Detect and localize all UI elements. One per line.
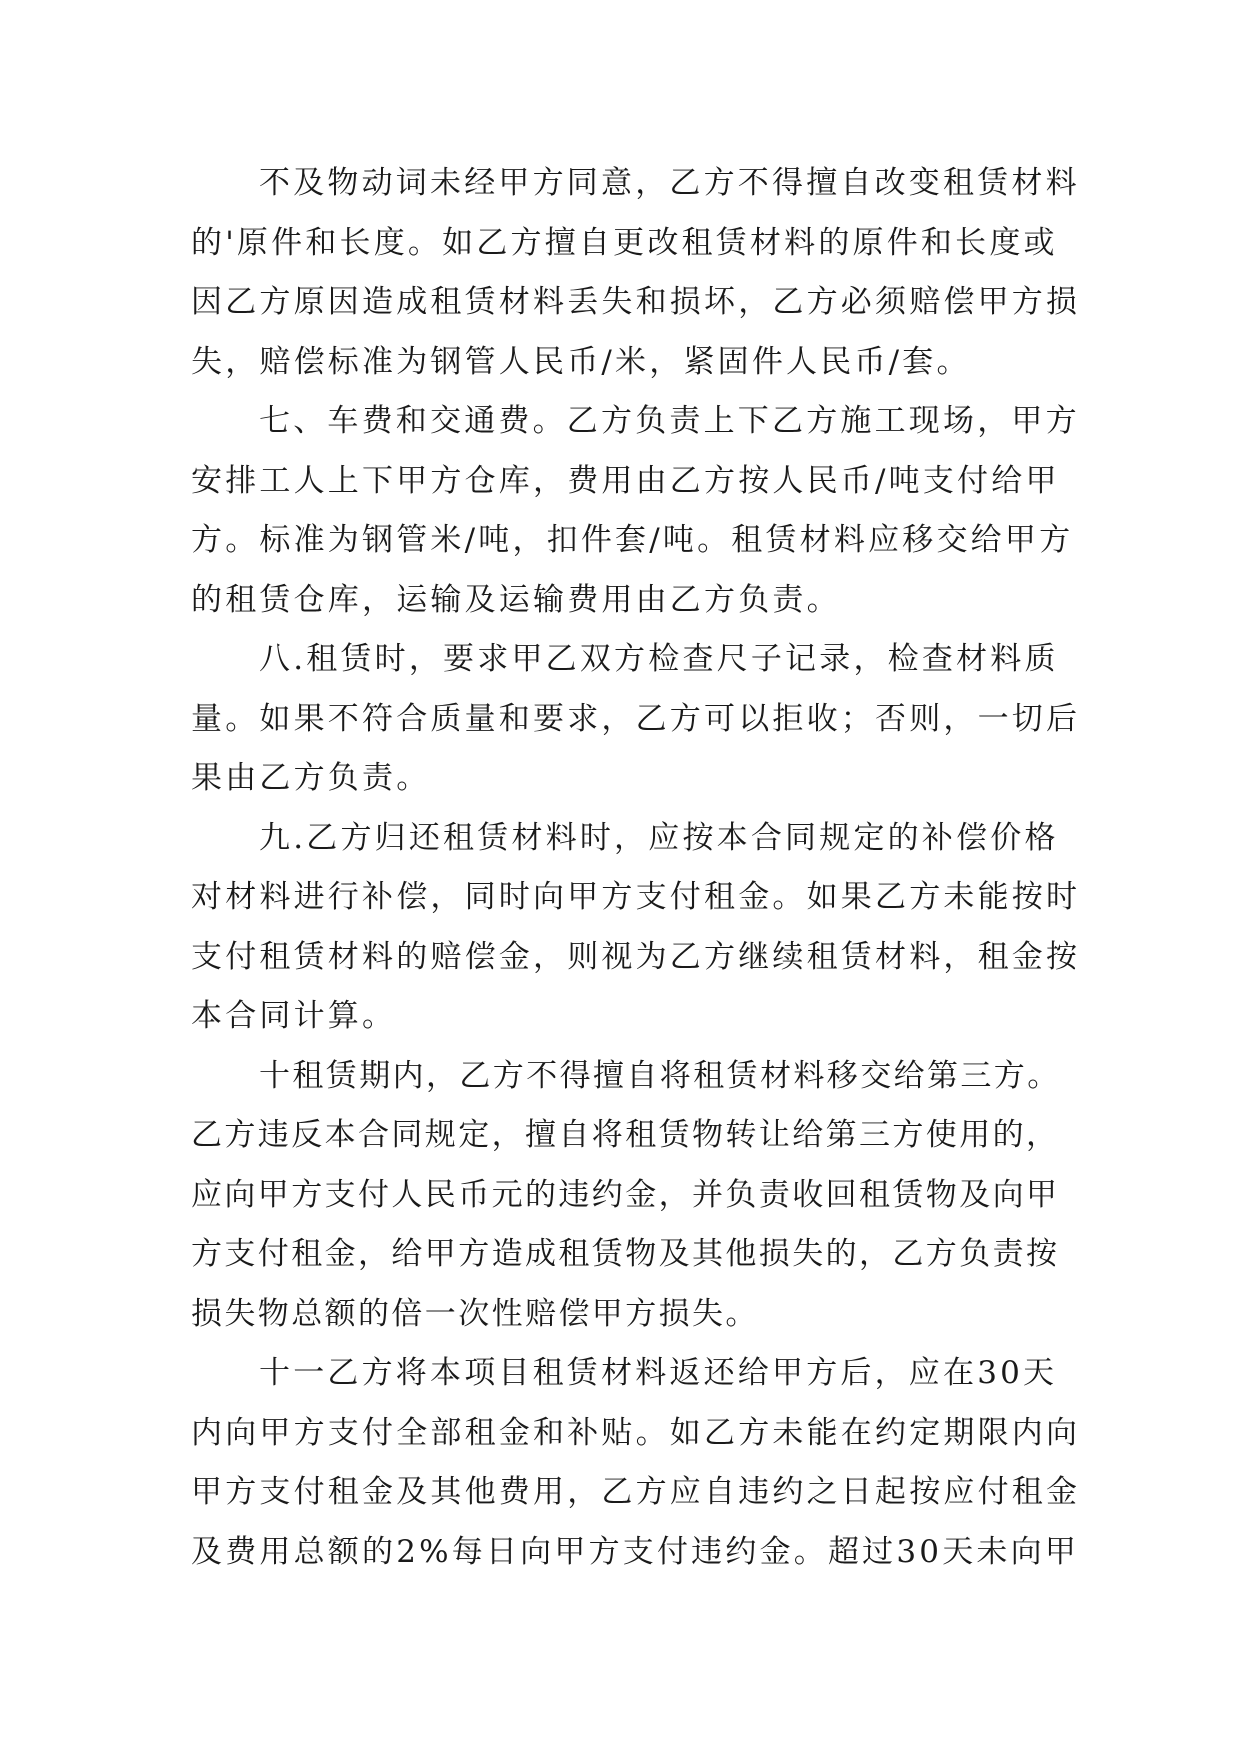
text-line: 安排工人上下甲方仓库，费用由乙方按人民币/吨支付给甲 <box>191 462 1060 499</box>
text-line: 及费用总额的2%每日向甲方支付违约金。超过30天未向甲 <box>191 1533 1080 1570</box>
text-line: 内向甲方支付全部租金和补贴。如乙方未能在约定期限内向 <box>191 1414 1081 1451</box>
text-line: 方。标准为钢管米/吨，扣件套/吨。租赁材料应移交给甲方 <box>191 522 1074 558</box>
contract-body <box>191 154 1081 1582</box>
text-line: 的'原件和长度。如乙方擅自更改租赁材料的原件和长度或 <box>191 224 1058 261</box>
text-line: 对材料进行补偿，同时向甲方支付租金。如果乙方未能按时 <box>191 879 1081 915</box>
paragraph-clause-9 <box>191 809 1081 1047</box>
text-line: 乙方违反本合同规定，擅自将租赁物转让给第三方使用的， <box>191 1117 1060 1153</box>
text-line: 甲方支付租金及其他费用，乙方应自违约之日起按应付租金 <box>191 1474 1081 1510</box>
text-line: 十一乙方将本项目租赁材料返还给甲方后，应在30天 <box>259 1355 1058 1391</box>
text-line: 不及物动词未经甲方同意，乙方不得擅自改变租赁材料 <box>259 165 1080 201</box>
text-line: 十租赁期内，乙方不得擅自将租赁材料移交给第三方。 <box>259 1057 1061 1094</box>
text-line: 七、车费和交通费。乙方负责上下乙方施工现场，甲方 <box>259 403 1080 439</box>
text-line: 八.租赁时，要求甲乙双方检查尺子记录，检查材料质 <box>259 641 1059 677</box>
paragraph-clause-6-continued <box>191 154 1081 392</box>
paragraph-clause-7 <box>191 392 1080 630</box>
text-line: 失，赔偿标准为钢管人民币/米，紧固件人民币/套。 <box>191 343 971 380</box>
text-line: 因乙方原因造成租赁材料丢失和损坏，乙方必须赔偿甲方损 <box>191 284 1081 320</box>
text-line: 支付租赁材料的赔偿金，则视为乙方继续租赁材料，租金按 <box>191 938 1081 975</box>
text-line: 的租赁仓库，运输及运输费用由乙方负责。 <box>191 581 841 618</box>
text-line: 九.乙方归还租赁材料时，应按本合同规定的补偿价格 <box>259 819 1059 856</box>
text-line: 损失物总额的倍一次性赔偿甲方损失。 <box>191 1295 759 1332</box>
text-line: 本合同计算。 <box>191 998 397 1034</box>
paragraph-clause-10 <box>191 1047 1061 1345</box>
text-line: 方支付租金，给甲方造成租赁物及其他损失的，乙方负责按 <box>191 1236 1060 1272</box>
text-line: 应向甲方支付人民币元的违约金，并负责收回租赁物及向甲 <box>191 1176 1060 1213</box>
paragraph-clause-8 <box>191 630 1081 809</box>
paragraph-clause-11 <box>191 1344 1081 1582</box>
text-line: 量。如果不符合质量和要求，乙方可以拒收；否则，一切后 <box>191 700 1081 737</box>
text-line: 果由乙方负责。 <box>191 760 431 796</box>
